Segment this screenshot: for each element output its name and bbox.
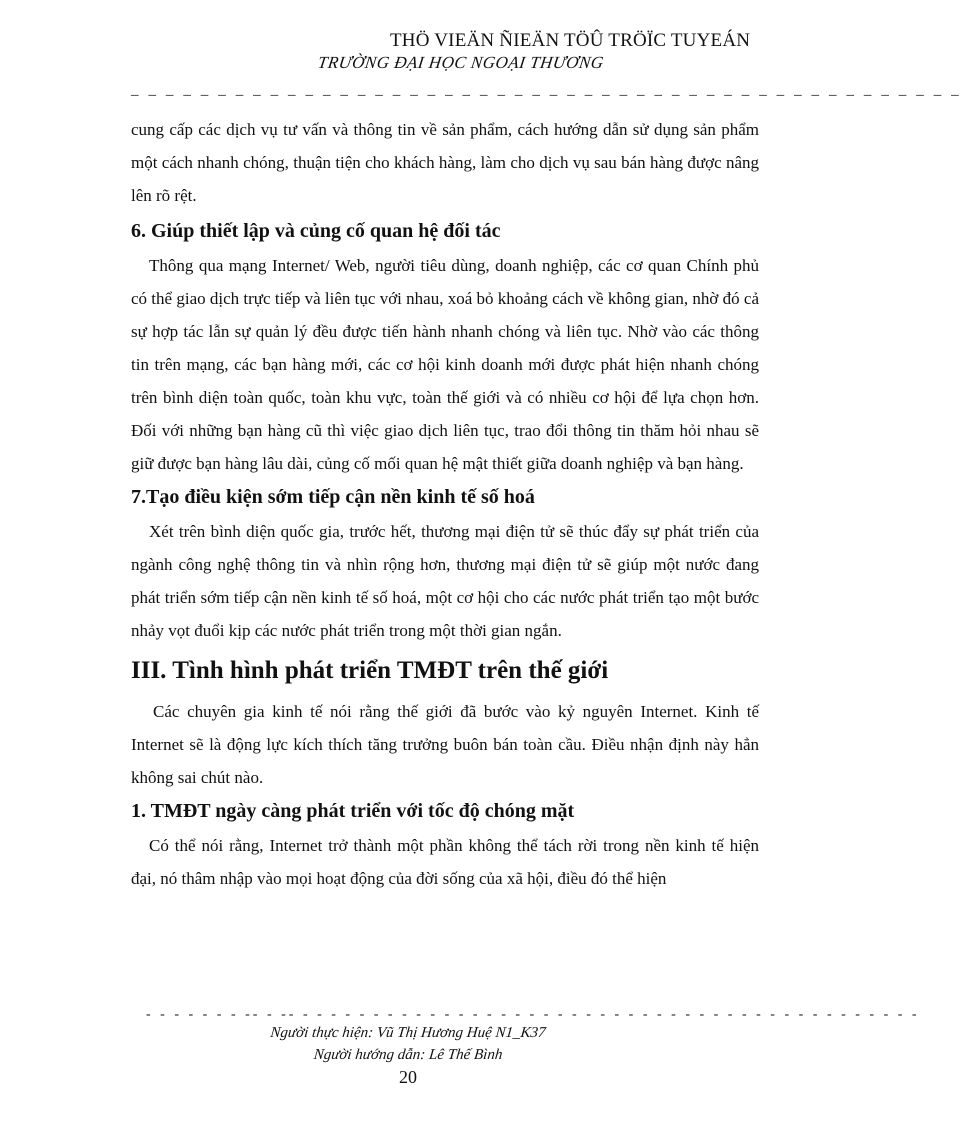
paragraph-3: Xét trên bình diện quốc gia, trước hết, thương mại điện tử sẽ thúc đẩy sự phát triển của ngành công nghệ thông tin và nhìn rộng hơn, thương mại điện tử sẽ giúp một nước đang phát triển sớm tiếp cận nền kinh tế số hoá, một cơ hội cho các nước phát triển tạo một bước nhảy vọt đuổi kịp các nước phát triển trong một thời gian ngắn. [131, 522, 759, 640]
page-body [131, 113, 759, 895]
paragraph-1: cung cấp các dịch vụ tư vấn và thông tin về sản phẩm, cách hướng dẫn sử dụng sản phẩm một cách nhanh chóng, thuận tiện cho khách hàng, làm cho dịch vụ sau bán hàng được nâng lên rõ rệt. [131, 120, 759, 205]
header-rule: _ _ _ _ _ _ _ _ _ _ _ _ _ _ _ _ _ _ _ _ _ _ _ _ _ _ _ _ _ _ _ _ _ _ _ _ _ _ _ _ _ _ _ _ _ _ _ _ [131, 82, 962, 98]
heading-6: 6. Giúp thiết lập và củng cố quan hệ đối tác [131, 220, 501, 242]
heading-7: 7.Tạo điều kiện sớm tiếp cận nền kinh tế số hoá [131, 486, 535, 508]
author-line: Người thực hiện: Vũ Thị Hương Huệ N1_K37 [269, 1025, 547, 1041]
heading-section-iii: III. Tình hình phát triển TMĐT trên thế giới [131, 657, 609, 684]
page-number: 20 [399, 1067, 417, 1087]
advisor-line: Người hướng dẫn: Lê Thế Bình [312, 1047, 504, 1063]
school-name: TRƯỜNG ĐẠI HỌC NGOẠI THƯƠNG [316, 53, 606, 72]
heading-1: 1. TMĐT ngày càng phát triển với tốc độ chóng mặt [131, 800, 575, 822]
paragraph-2: Thông qua mạng Internet/ Web, người tiêu dùng, doanh nghiệp, các cơ quan Chính phủ có thể giao dịch trực tiếp và liên tục với nhau, xoá bỏ khoảng cách về không gian, nhờ đó cả sự hợp tác lẫn sự quản lý đều được tiến hành nhanh chóng và liên tục. Nhờ vào các thông tin trên mạng, các bạn hàng mới, các cơ hội kinh doanh mới được phát hiện nhanh chóng trên bình diện toàn quốc, toàn khu vực, toàn thế giới và có nhiều cơ hội để lựa chọn hơn. Đối với những bạn hàng cũ thì việc giao dịch liên tục, trao đổi thông tin thăm hỏi nhau sẽ giữ được bạn hàng lâu dài, củng cố mối quan hệ mật thiết giữa doanh nghiệp và bạn hàng. [131, 256, 759, 473]
paragraph-4: Các chuyên gia kinh tế nói rằng thế giới đã bước vào kỷ nguyên Internet. Kinh tế Internet sẽ là động lực kích thích tăng trưởng buôn bán toàn cầu. Điều nhận định này hẳn không sai chút nào. [131, 702, 759, 787]
footer-rule: - - - - - - - -- - -- - - - - - - - - - - - - - - - - - - - - - - - - - - - - - - - - - - - - - - - - - - - - [146, 1007, 920, 1022]
library-header: THÖ VIEÄN ÑIEÄN TÖÛ TRÖÏC TUYEÁN [390, 30, 751, 51]
paragraph-5: Có thể nói rằng, Internet trở thành một phần không thể tách rời trong nền kinh tế hiện đại, nó thâm nhập vào mọi hoạt động của đời sống của xã hội, điều đó thể hiện [131, 836, 759, 888]
